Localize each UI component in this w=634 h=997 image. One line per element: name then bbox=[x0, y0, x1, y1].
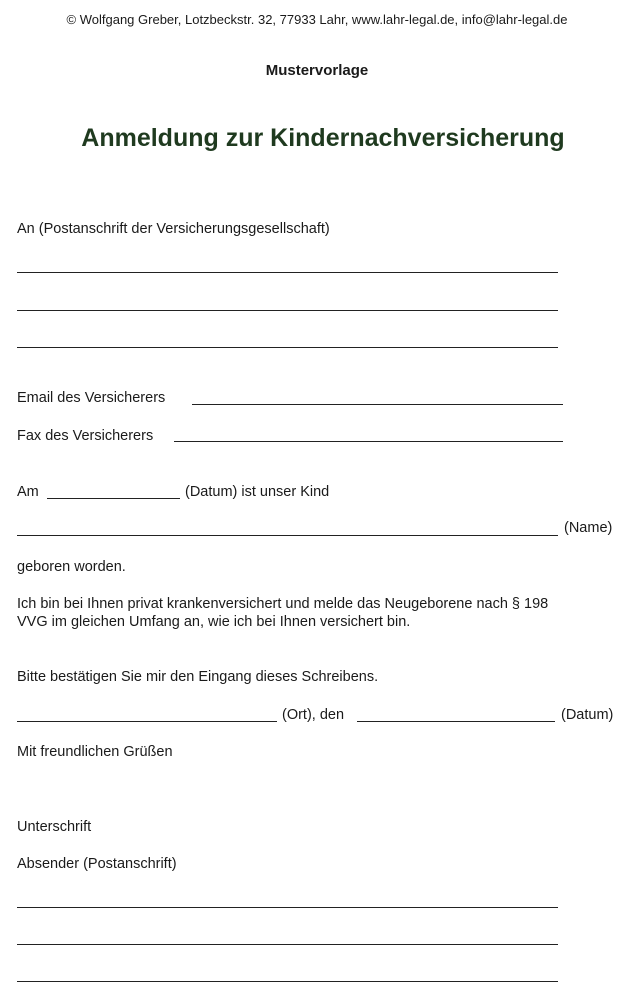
recipient-address-line-1[interactable] bbox=[17, 272, 558, 273]
date-line[interactable] bbox=[357, 721, 555, 722]
copyright-header: © Wolfgang Greber, Lotzbeckstr. 32, 77933 Lahr, www.lahr-legal.de, info@lahr-legal.de bbox=[66, 12, 568, 27]
place-line[interactable] bbox=[17, 721, 277, 722]
document-subtitle: Mustervorlage bbox=[265, 62, 369, 79]
email-label: Email des Versicherers bbox=[17, 390, 166, 406]
confirm-request: Bitte bestätigen Sie mir den Eingang dieses Schreibens. bbox=[17, 669, 379, 685]
sender-address-line-2[interactable] bbox=[17, 944, 558, 945]
sender-label: Absender (Postanschrift) bbox=[17, 856, 177, 872]
datum-label: (Datum) bbox=[561, 707, 614, 723]
recipient-address-line-3[interactable] bbox=[17, 347, 558, 348]
child-name-line[interactable] bbox=[17, 535, 558, 536]
name-label: (Name) bbox=[564, 520, 613, 536]
fax-field-line[interactable] bbox=[174, 441, 563, 442]
paragraph-line-1: Ich bin bei Ihnen privat krankenversichert und melde das Neugeborene nach § 198 bbox=[17, 596, 549, 612]
geboren-label: geboren worden. bbox=[17, 559, 126, 575]
document-title: Anmeldung zur Kindernachversicherung bbox=[81, 124, 565, 152]
recipient-label: An (Postanschrift der Versicherungsgesellschaft) bbox=[17, 221, 330, 237]
birth-date-line[interactable] bbox=[47, 498, 180, 499]
signature-label: Unterschrift bbox=[17, 819, 92, 835]
recipient-address-line-2[interactable] bbox=[17, 310, 558, 311]
birth-datum-label: (Datum) ist unser Kind bbox=[185, 484, 330, 500]
am-label: Am bbox=[17, 484, 39, 500]
paragraph-line-2: VVG im gleichen Umfang an, wie ich bei Ihnen versichert bin. bbox=[17, 614, 411, 630]
fax-label: Fax des Versicherers bbox=[17, 428, 154, 444]
greeting: Mit freundlichen Grüßen bbox=[17, 744, 173, 760]
ort-label: (Ort), den bbox=[282, 707, 345, 723]
sender-address-line-1[interactable] bbox=[17, 907, 558, 908]
sender-address-line-3[interactable] bbox=[17, 981, 558, 982]
email-field-line[interactable] bbox=[192, 404, 563, 405]
